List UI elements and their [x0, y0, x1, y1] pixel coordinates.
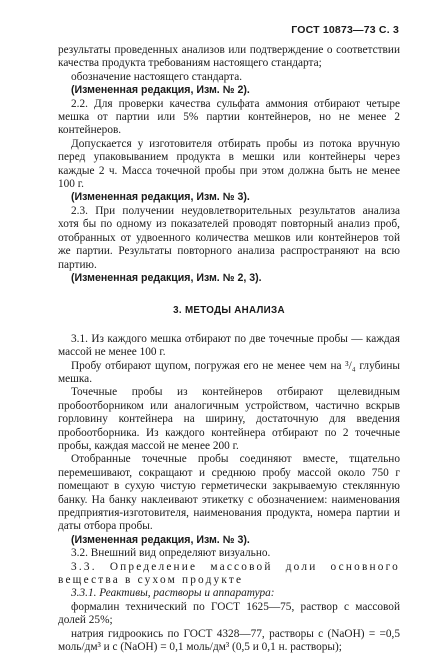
document-body [58, 44, 400, 654]
paragraph-3-1-containers: Точечные пробы из контейнеров отбирают щелевидным пробоотборником или аналогичным устройством, частично вскрыв горловину контейнера на ширину, достаточную для введения пробоотборника. Из каждого контейнера отбирают по 2 точечные пробы, каждая массой не менее 200 г. [58, 386, 400, 452]
paragraph-3-2: 3.2. Внешний вид определяют визуально. [71, 547, 271, 560]
paragraph-3-1: 3.1. Из каждого мешка отбирают по две точечные пробы — каждая массой не менее 100 г. [58, 332, 400, 359]
amendment-note-4: (Измененная редакция, Изм. № 3). [71, 533, 250, 546]
amendment-note-1: (Измененная редакция, Изм. № 2). [71, 84, 250, 97]
amendment-note-3: (Измененная редакция, Изм. № 2, 3). [71, 271, 262, 284]
section-title: 3. МЕТОДЫ АНАЛИЗА [173, 305, 285, 317]
amendment-note-2: (Измененная редакция, Изм. № 3). [71, 191, 250, 204]
paragraph-2-3: 2.3. При получении неудовлетворительных результатов анализа хотя бы по одному из показателей проводят повторный анализ проб, отобранных от удвоенного количества мешков или контейнеров той же партии. Результаты повторного анализа распространяют на всю партию. [58, 204, 400, 271]
page-header: ГОСТ 10873—73 С. 3 [291, 24, 399, 36]
paragraph-3-3-1: 3.3.1. Реактивы, растворы и аппаратура: [71, 587, 275, 600]
reagent-formalin: формалин технический по ГОСТ 1625—75, раствор с массовой долей 25%; [58, 600, 400, 627]
paragraph-2-2-allowed: Допускается у изготовителя отбирать пробы из потока вручную перед упаковыванием продукта в мешки или контейнеры через каждые 2 ч. Масса точечной пробы при этом должна быть не менее 100 г. [58, 137, 400, 191]
paragraph-3-1-mixing: Отобранные точечные пробы соединяют вместе, тщательно перемешивают, сокращают и среднюю пробу массой около 750 г помещают в сухую чистую герметически закрываемую стеклянную банку. На банку наклеивают этикетку с обозначением: наименования предприятия-изготовителя, наименования продукта, номера партии и даты отбора пробы. [58, 453, 400, 533]
paragraph-3-1-probe: Пробу отбирают щупом, погружая его не менее чем на ³/₄ глубины мешка. [58, 359, 400, 385]
paragraph-results: результаты проведенных анализов или подтверждение о соответствии качества продукта требованиям настоящего стандарта; [58, 44, 400, 70]
paragraph-3-3-heading: 3.3. Определение массовой доли основного вещества в сухом продукте [58, 560, 400, 587]
reagent-sodium-hydroxide: натрия гидроокись по ГОСТ 4328—77, растворы с (NaOH) = =0,5 моль/дм³ и с (NaOH) = 0,1 моль/дм³ (0,5 и 0,1 н. растворы); [58, 627, 400, 654]
paragraph-designation: обозначение настоящего стандарта. [71, 70, 243, 83]
paragraph-2-2: 2.2. Для проверки качества сульфата аммония отбирают четыре мешка от партии или 5% партии контейнеров, но не менее 2 контейнеров. [58, 97, 400, 137]
